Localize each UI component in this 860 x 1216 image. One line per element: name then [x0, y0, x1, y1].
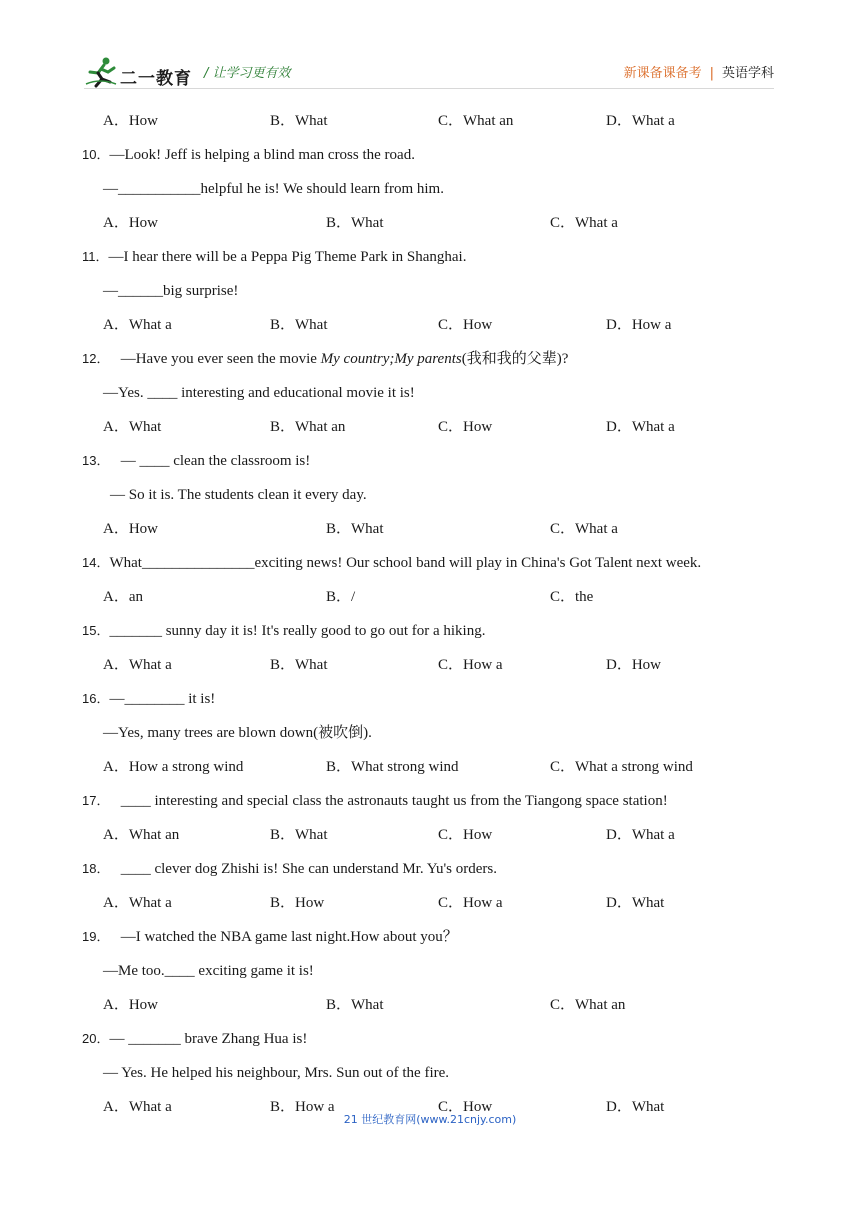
q14-options: [0, 580, 860, 614]
q13-option-b: B．What: [326, 521, 384, 537]
q17-options: [0, 818, 860, 852]
page-footer: 21 世纪教育网(www.21cnjy.com): [343, 1113, 517, 1126]
q12-option-c: C．How: [438, 419, 493, 435]
q20-option-c: C．How: [438, 1099, 493, 1115]
q10-reply: [103, 172, 444, 206]
q10-option-b: B．What: [326, 215, 384, 231]
q16-options: [0, 750, 860, 784]
q14-option-b: B．/: [326, 589, 356, 605]
q16-option-b: B．What strong wind: [326, 759, 459, 775]
q15-option-b: B．What: [270, 657, 328, 673]
q14-option-a: A．an: [103, 589, 143, 605]
q9-option-d: D．What a: [606, 113, 675, 129]
q20-option-a: A．What a: [103, 1099, 172, 1115]
q17-option-b: B．What: [270, 827, 328, 843]
q15-option-c: C．How a: [438, 657, 503, 673]
q13-option-c: C．What a: [550, 521, 618, 537]
q9-option-a: A．How: [103, 113, 158, 129]
q11-number: 11．: [82, 249, 109, 264]
q18-option-b: B．How: [270, 895, 325, 911]
q19-number: 19．: [82, 929, 110, 944]
q17-number: 17．: [82, 793, 110, 808]
q10-option-a: A．How: [103, 215, 158, 231]
q20-number: 20．: [82, 1031, 110, 1046]
q18-line1: ____ clever dog Zhishi is! She can understand Mr. Yu's orders.: [120, 861, 497, 877]
q11-option-b: B．What: [270, 317, 328, 333]
q19-reply: —Me too.____ exciting game it is!: [103, 963, 314, 979]
q16-option-a: A．How a strong wind: [103, 759, 244, 775]
q15-number: 15．: [82, 623, 110, 638]
q20-line1: — _______ brave Zhang Hua is!: [109, 1031, 308, 1047]
q10-stem: [82, 138, 415, 172]
q10-option-c: C．What a: [550, 215, 618, 231]
q18-stem: [82, 852, 497, 886]
q20-reply: — Yes. He helped his neighbour, Mrs. Sun out of the fire.: [103, 1065, 450, 1081]
q9-options: [0, 104, 860, 138]
q12-number: 12．: [82, 351, 110, 366]
header-divider: [84, 88, 774, 89]
q12-movie-title: My country;My parents: [320, 351, 462, 367]
brand-logo: [84, 56, 194, 90]
q10-line2-prefix: —: [103, 181, 118, 197]
q19-stem: [82, 920, 458, 954]
q19-option-b: B．What: [326, 997, 384, 1013]
q15-options: [0, 648, 860, 682]
q14-line1-b: exciting news! Our school band will play in China's Got Talent next week.: [254, 555, 702, 571]
q20-option-d: D．What: [606, 1099, 665, 1115]
q15-option-d: D．How: [606, 657, 661, 673]
q14-option-c: C．the: [550, 589, 594, 605]
q10-blank: ___________: [118, 181, 201, 197]
q15-option-a: A．What a: [103, 657, 172, 673]
q12-line1-b: (我和我的父辈)?: [461, 351, 569, 367]
header-subject: [624, 62, 774, 81]
q13-number: 13．: [82, 453, 110, 468]
q16-stem: [82, 682, 215, 716]
logo-text: 二一教育: [120, 69, 192, 88]
q13-option-a: A．How: [103, 521, 158, 537]
q12-option-a: A．What: [103, 419, 162, 435]
q18-option-a: A．What a: [103, 895, 172, 911]
q19-option-c: C．What an: [550, 997, 626, 1013]
q13-stem: [82, 444, 310, 478]
q10-line1: —Look! Jeff is helping a blind man cross the road.: [109, 147, 415, 163]
q10-line2-rest: helpful he is! We should learn from him.: [200, 181, 444, 197]
q17-stem: [82, 784, 668, 818]
page-header: [0, 0, 860, 100]
q12-stem: [82, 342, 568, 376]
q14-number: 14．: [82, 555, 110, 570]
q12-options: [0, 410, 860, 444]
q14-stem: [82, 546, 701, 580]
q11-reply: —______big surprise!: [103, 283, 239, 299]
q9-option-b: B．What: [270, 113, 328, 129]
q12-option-b: B．What an: [270, 419, 346, 435]
q16-number: 16．: [82, 691, 110, 706]
q11-option-c: C．How: [438, 317, 493, 333]
q10-options: [0, 206, 860, 240]
q11-option-a: A．What a: [103, 317, 172, 333]
header-subject-name: 英语学科: [721, 66, 774, 81]
q15-line1: _______ sunny day it is! It's really good to go out for a hiking.: [109, 623, 486, 639]
runner-logo-icon: [84, 56, 120, 88]
header-slogan: / 让学习更有效: [204, 66, 291, 81]
header-separator: |: [709, 66, 714, 81]
q18-option-c: C．How a: [438, 895, 503, 911]
q20-stem: [82, 1022, 307, 1056]
q17-option-d: D．What a: [606, 827, 675, 843]
q13-line1: — ____ clean the classroom is!: [120, 453, 311, 469]
q16-reply: —Yes, many trees are blown down(被吹倒).: [103, 725, 372, 741]
q16-option-c: C．What a strong wind: [550, 759, 693, 775]
q18-number: 18．: [82, 861, 110, 876]
q14-blank: _______________: [141, 555, 255, 571]
q19-options: [0, 988, 860, 1022]
q19-option-a: A．How: [103, 997, 158, 1013]
q11-line1: —I hear there will be a Peppa Pig Theme Park in Shanghai.: [108, 249, 467, 265]
q13-reply: — So it is. The students clean it every day.: [110, 487, 367, 503]
q14-line1-a: What: [109, 555, 142, 571]
q18-options: [0, 886, 860, 920]
q12-line1-a: —Have you ever seen the movie: [120, 351, 321, 367]
q10-number: 10．: [82, 147, 110, 162]
q17-line1: ____ interesting and special class the astronauts taught us from the Tiangong space station!: [120, 793, 668, 809]
q11-stem: [82, 240, 466, 274]
q17-option-c: C．How: [438, 827, 493, 843]
q12-option-d: D．What a: [606, 419, 675, 435]
q16-line1: —________ it is!: [109, 691, 216, 707]
q11-options: [0, 308, 860, 342]
q11-option-d: D．How a: [606, 317, 672, 333]
q13-options: [0, 512, 860, 546]
q15-stem: [82, 614, 485, 648]
q9-option-c: C．What an: [438, 113, 514, 129]
q19-line1: —I watched the NBA game last night.How about you？: [120, 929, 458, 945]
q20-option-b: B．How a: [270, 1099, 335, 1115]
q18-option-d: D．What: [606, 895, 665, 911]
q12-reply: —Yes. ____ interesting and educational movie it is!: [103, 385, 415, 401]
header-tagline: 新课备课备考: [623, 66, 702, 81]
q17-option-a: A．What an: [103, 827, 180, 843]
